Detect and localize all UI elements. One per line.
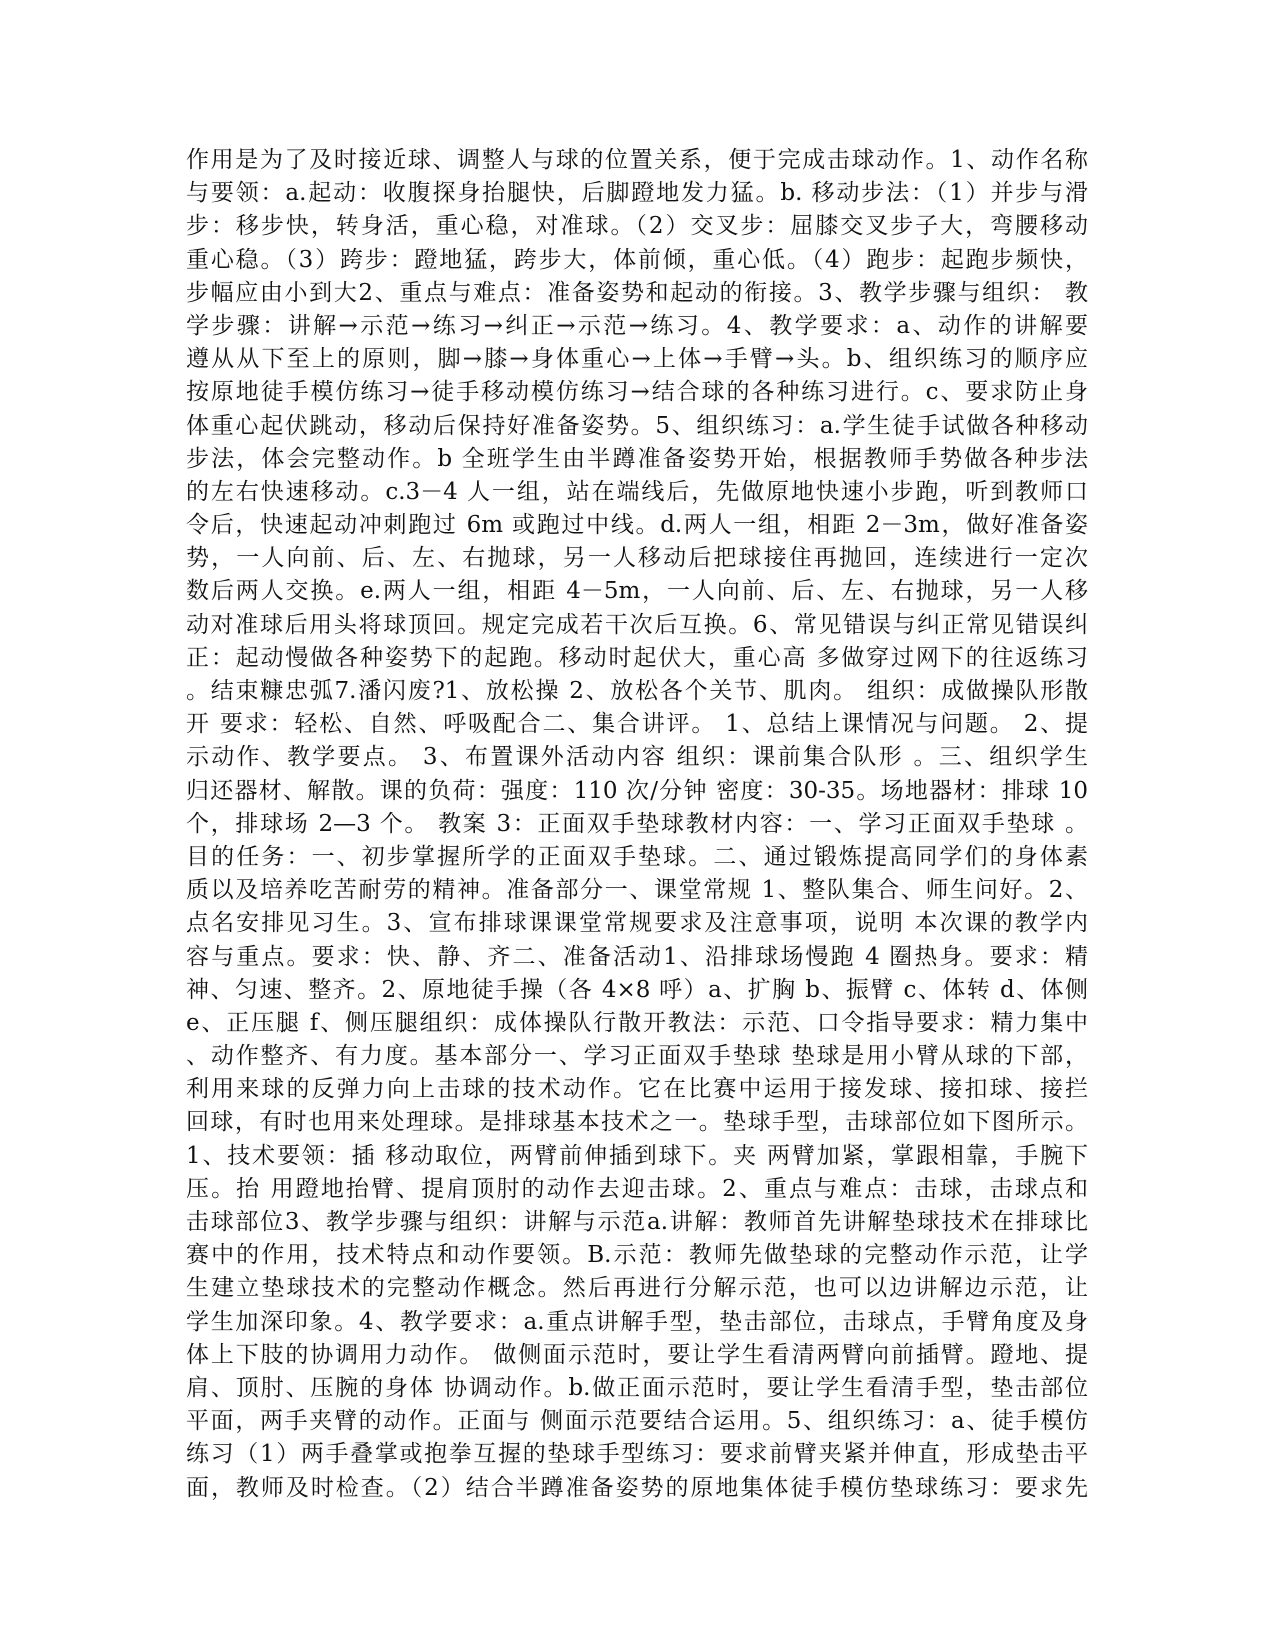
text-line: 平面，两手夹臂的动作。正面与 侧面示范要结合运用。5、组织练习：a、徒手模仿 — [186, 1408, 1088, 1435]
text-line: 容与重点。要求：快、静、齐二、准备活动1、沿排球场慢跑 4 圈热身。要求：精 — [186, 943, 1088, 970]
text-line: 体重心起伏跳动，移动后保持好准备姿势。5、组织练习：a.学生徒手试做各种移动 — [186, 412, 1088, 439]
text-line: 令后，快速起动冲刺跑过 6m 或跑过中线。d.两人一组，相距 2－3m，做好准备姿 — [186, 512, 1088, 539]
text-line: 示动作、教学要点。 3、布置课外活动内容 组织：课前集合队形 。三、组织学生 — [186, 744, 1088, 771]
text-line: 学生加深印象。4、教学要求：a.重点讲解手型，垫击部位，击球点，手臂角度及身 — [186, 1308, 1088, 1335]
text-line: 目的任务：一、初步掌握所学的正面双手垫球。二、通过锻炼提高同学们的身体素 — [186, 843, 1088, 870]
text-line: 按原地徒手模仿练习→徒手移动模仿练习→结合球的各种练习进行。c、要求防止身 — [186, 379, 1088, 406]
text-line: 利用来球的反弹力向上击球的技术动作。它在比赛中运用于接发球、接扣球、接拦 — [186, 1076, 1088, 1103]
text-line: 步幅应由小到大2、重点与难点：准备姿势和起动的衔接。3、教学步骤与组织： 教 — [186, 279, 1088, 306]
text-line: 步：移步快，转身活，重心稳，对准球。（2）交叉步：屈膝交叉步子大，弯腰移动 — [186, 213, 1088, 240]
text-line: 作用是为了及时接近球、调整人与球的位置关系，便于完成击球动作。1、动作名称 — [186, 147, 1088, 173]
text-line: 势，一人向前、后、左、右抛球，另一人移动后把球接住再抛回，连续进行一定次 — [186, 545, 1088, 572]
text-line: 神、匀速、整齐。2、原地徒手操（各 4×8 呼）a、扩胸 b、振臂 c、体转 d、体侧 — [186, 976, 1088, 1003]
text-line: e、正压腿 f、侧压腿组织：成体操队行散开教法：示范、口令指导要求：精力集中 — [186, 1009, 1088, 1036]
text-line: 个，排球场 2—3 个。 教案 3：正面双手垫球教材内容：一、学习正面双手垫球 。 — [186, 810, 1088, 837]
text-line: 点名安排见习生。3、宣布排球课课堂常规要求及注意事项，说明 本次课的教学内 — [186, 910, 1088, 937]
text-line: 回球，有时也用来处理球。是排球基本技术之一。垫球手型，击球部位如下图所示。 — [186, 1109, 1088, 1136]
text-line: 与要领：a.起动：收腹探身抬腿快，后脚蹬地发力猛。b. 移动步法：（1）并步与滑 — [186, 180, 1088, 207]
text-line: 正：起动慢做各种姿势下的起跑。移动时起伏大，重心高 多做穿过网下的往返练习 — [186, 644, 1088, 671]
text-line: 、动作整齐、有力度。基本部分一、学习正面双手垫球 垫球是用小臂从球的下部， — [186, 1043, 1088, 1070]
text-line: 步法，体会完整动作。b 全班学生由半蹲准备姿势开始，根据教师手势做各种步法 — [186, 445, 1088, 472]
body-text — [186, 144, 1088, 1505]
text-line: 学步骤：讲解→示范→练习→纠正→示范→练习。4、教学要求：a、动作的讲解要 — [186, 312, 1088, 339]
text-line: 归还器材、解散。课的负荷：强度：110 次/分钟 密度：30-35。场地器材：排球 10 — [186, 777, 1088, 804]
text-line: 生建立垫球技术的完整动作概念。然后再进行分解示范，也可以边讲解边示范，让 — [186, 1275, 1088, 1302]
text-line: 质以及培养吃苦耐劳的精神。准备部分一、课堂常规 1、整队集合、师生问好。2、 — [186, 877, 1088, 904]
text-line: 肩、顶肘、压腕的身体 协调动作。b.做正面示范时，要让学生看清手型，垫击部位 — [186, 1374, 1088, 1401]
text-line: 开 要求：轻松、自然、呼吸配合二、集合讲评。 1、总结上课情况与问题。 2、提 — [186, 711, 1088, 738]
text-line: 压。抬 用蹬地抬臂、提肩顶肘的动作去迎击球。2、重点与难点：击球，击球点和 — [186, 1175, 1088, 1202]
text-line: 重心稳。（3）跨步：蹬地猛，跨步大，体前倾，重心低。（4）跑步：起跑步频快， — [186, 246, 1088, 273]
text-line: 面，教师及时检查。（2）结合半蹲准备姿势的原地集体徒手模仿垫球练习：要求先 — [186, 1474, 1088, 1501]
text-line: 。结束糠忠弧7.潘闪废?1、放松操 2、放松各个关节、肌肉。 组织：成做操队形散 — [186, 678, 1088, 704]
text-line: 数后两人交换。e.两人一组，相距 4－5m，一人向前、后、左、右抛球，另一人移 — [186, 578, 1088, 605]
text-line: 的左右快速移动。c.3－4 人一组，站在端线后，先做原地快速小步跑，听到教师口 — [186, 478, 1088, 505]
text-line: 击球部位3、教学步骤与组织：讲解与示范a.讲解：教师首先讲解垫球技术在排球比 — [186, 1209, 1088, 1235]
text-line: 赛中的作用，技术特点和动作要领。B.示范：教师先做垫球的完整动作示范，让学 — [186, 1242, 1088, 1269]
text-line: 体上下肢的协调用力动作。 做侧面示范时，要让学生看清两臂向前插臂。蹬地、提 — [186, 1341, 1088, 1368]
text-line: 1、技术要领：插 移动取位，两臂前伸插到球下。夹 两臂加紧，掌跟相靠，手腕下 — [186, 1142, 1088, 1169]
text-line: 遵从从下至上的原则，脚→膝→身体重心→上体→手臂→头。b、组织练习的顺序应 — [186, 346, 1088, 373]
text-line: 练习（1）两手叠掌或抱拳互握的垫球手型练习：要求前臂夹紧并伸直，形成垫击平 — [186, 1441, 1088, 1468]
text-line: 动对准球后用头将球顶回。规定完成若干次后互换。6、常见错误与纠正常见错误纠 — [186, 611, 1088, 638]
